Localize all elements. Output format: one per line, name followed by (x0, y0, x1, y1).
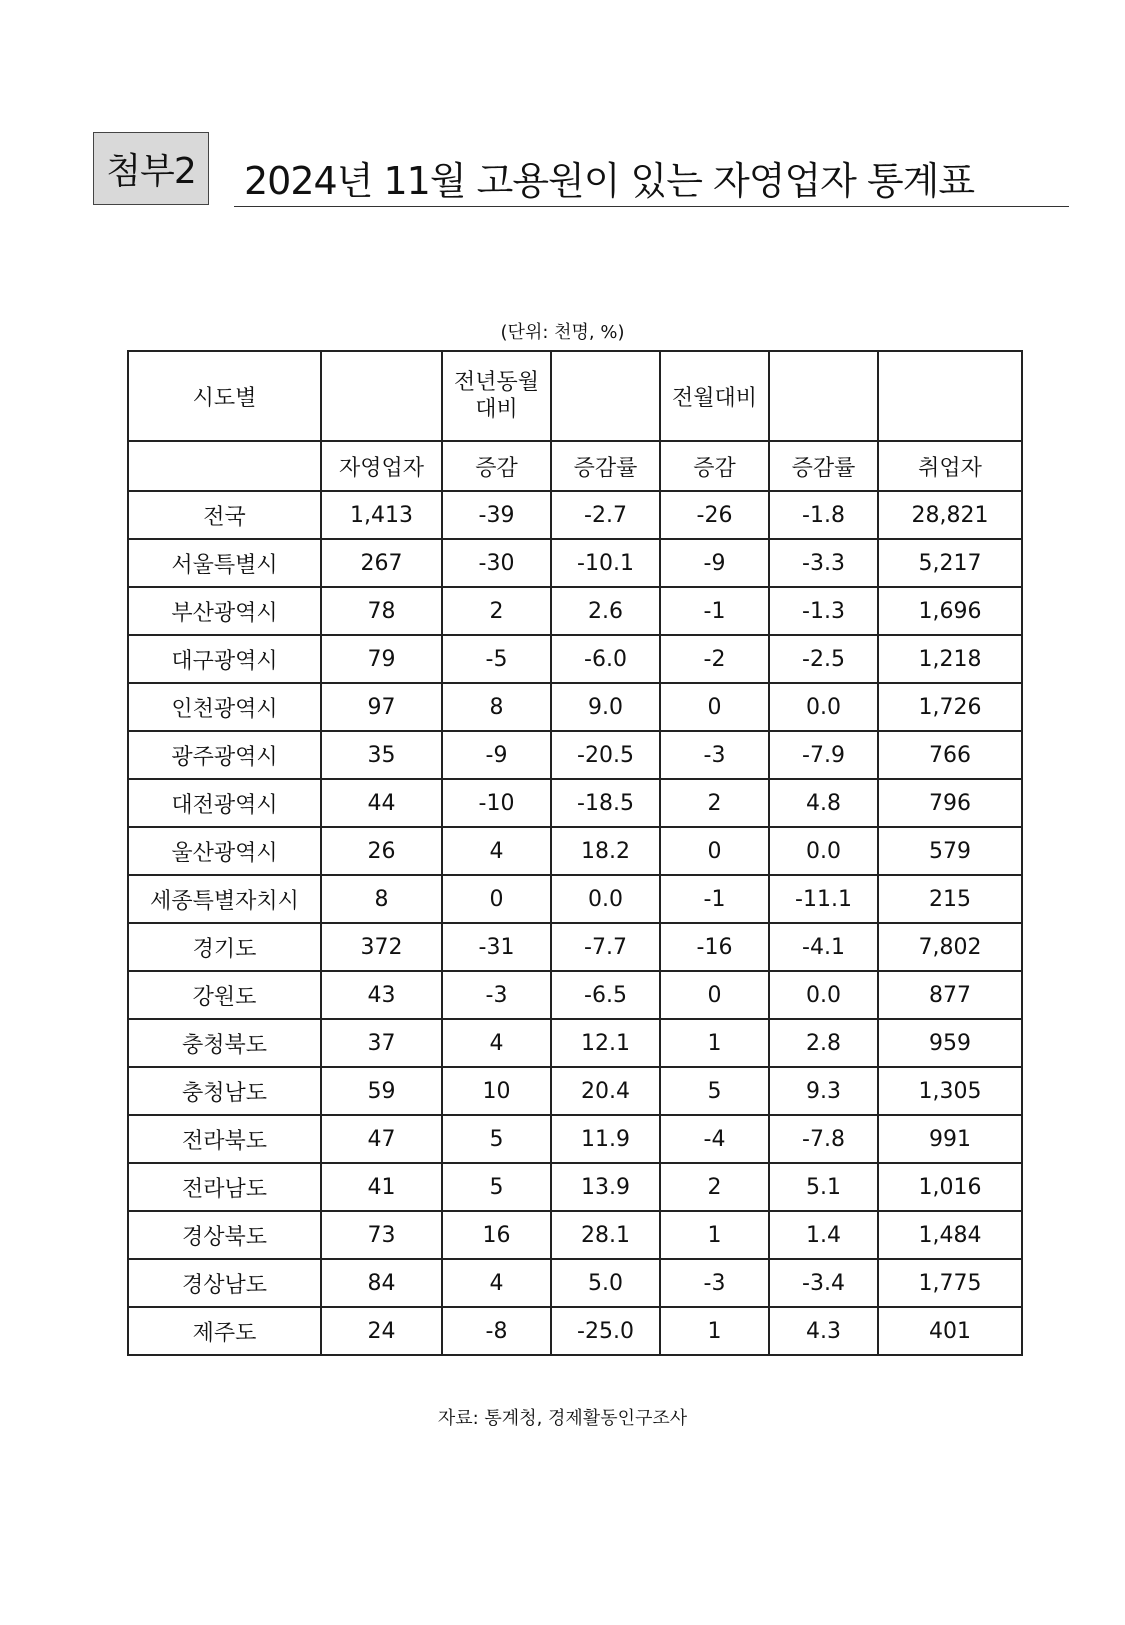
cell-region: 인천광역시 (128, 683, 321, 731)
cell-self-employed: 1,413 (321, 491, 442, 539)
cell-employed: 5,217 (878, 539, 1022, 587)
cell-mom-change: 2 (660, 1163, 769, 1211)
cell-yoy-rate: -2.7 (551, 491, 660, 539)
cell-employed: 1,726 (878, 683, 1022, 731)
cell-mom-rate: -3.3 (769, 539, 878, 587)
cell-yoy-rate: 12.1 (551, 1019, 660, 1067)
cell-mom-rate: 0.0 (769, 827, 878, 875)
header-empty (551, 351, 660, 441)
table-row (128, 491, 1022, 539)
cell-mom-rate: -7.8 (769, 1115, 878, 1163)
cell-mom-rate: 1.4 (769, 1211, 878, 1259)
cell-region: 광주광역시 (128, 731, 321, 779)
cell-employed: 1,696 (878, 587, 1022, 635)
cell-region: 충청북도 (128, 1019, 321, 1067)
cell-region: 전국 (128, 491, 321, 539)
cell-yoy-rate: 0.0 (551, 875, 660, 923)
title-underline (234, 206, 1069, 207)
cell-self-employed: 73 (321, 1211, 442, 1259)
cell-yoy-change: 5 (442, 1163, 551, 1211)
cell-yoy-rate: -6.0 (551, 635, 660, 683)
table-row (128, 1259, 1022, 1307)
cell-employed: 579 (878, 827, 1022, 875)
header-empty (321, 351, 442, 441)
cell-employed: 1,218 (878, 635, 1022, 683)
cell-region: 울산광역시 (128, 827, 321, 875)
table-row (128, 875, 1022, 923)
cell-mom-change: -26 (660, 491, 769, 539)
header-mom-change: 증감 (660, 441, 769, 491)
cell-region: 충청남도 (128, 1067, 321, 1115)
cell-mom-rate: 9.3 (769, 1067, 878, 1115)
cell-self-employed: 267 (321, 539, 442, 587)
cell-yoy-rate: -10.1 (551, 539, 660, 587)
cell-yoy-change: 2 (442, 587, 551, 635)
cell-mom-change: 1 (660, 1307, 769, 1355)
cell-mom-rate: 2.8 (769, 1019, 878, 1067)
header-employed: 취업자 (878, 441, 1022, 491)
cell-self-employed: 24 (321, 1307, 442, 1355)
cell-mom-rate: -2.5 (769, 635, 878, 683)
table-row (128, 923, 1022, 971)
cell-mom-change: -3 (660, 1259, 769, 1307)
cell-mom-change: -1 (660, 587, 769, 635)
table-row (128, 683, 1022, 731)
cell-yoy-rate: 18.2 (551, 827, 660, 875)
table-row (128, 731, 1022, 779)
cell-yoy-change: 10 (442, 1067, 551, 1115)
cell-mom-rate: -4.1 (769, 923, 878, 971)
cell-self-employed: 44 (321, 779, 442, 827)
cell-yoy-rate: -20.5 (551, 731, 660, 779)
cell-mom-rate: -1.8 (769, 491, 878, 539)
cell-mom-change: 5 (660, 1067, 769, 1115)
cell-self-employed: 41 (321, 1163, 442, 1211)
cell-yoy-rate: 11.9 (551, 1115, 660, 1163)
cell-mom-rate: 5.1 (769, 1163, 878, 1211)
cell-mom-change: 1 (660, 1019, 769, 1067)
header-empty (769, 351, 878, 441)
header-empty (128, 441, 321, 491)
cell-yoy-rate: 20.4 (551, 1067, 660, 1115)
cell-mom-change: -4 (660, 1115, 769, 1163)
cell-yoy-change: 4 (442, 1019, 551, 1067)
table-row (128, 635, 1022, 683)
cell-region: 제주도 (128, 1307, 321, 1355)
cell-employed: 1,484 (878, 1211, 1022, 1259)
cell-yoy-change: 4 (442, 827, 551, 875)
cell-yoy-rate: 13.9 (551, 1163, 660, 1211)
cell-mom-change: -3 (660, 731, 769, 779)
cell-region: 전라남도 (128, 1163, 321, 1211)
source-note: 자료: 통계청, 경제활동인구조사 (437, 1408, 688, 1429)
cell-region: 전라북도 (128, 1115, 321, 1163)
cell-self-employed: 84 (321, 1259, 442, 1307)
cell-yoy-rate: 2.6 (551, 587, 660, 635)
cell-yoy-change: -8 (442, 1307, 551, 1355)
cell-region: 대구광역시 (128, 635, 321, 683)
cell-self-employed: 8 (321, 875, 442, 923)
cell-employed: 796 (878, 779, 1022, 827)
cell-employed: 991 (878, 1115, 1022, 1163)
cell-yoy-change: 5 (442, 1115, 551, 1163)
table-row (128, 1211, 1022, 1259)
cell-yoy-change: -5 (442, 635, 551, 683)
cell-region: 서울특별시 (128, 539, 321, 587)
cell-self-employed: 59 (321, 1067, 442, 1115)
cell-self-employed: 47 (321, 1115, 442, 1163)
cell-yoy-rate: -6.5 (551, 971, 660, 1019)
cell-mom-rate: -11.1 (769, 875, 878, 923)
cell-mom-change: -16 (660, 923, 769, 971)
cell-yoy-change: -10 (442, 779, 551, 827)
cell-mom-change: -9 (660, 539, 769, 587)
header-empty (878, 351, 1022, 441)
cell-mom-rate: 0.0 (769, 683, 878, 731)
cell-employed: 766 (878, 731, 1022, 779)
header-self-employed: 자영업자 (321, 441, 442, 491)
cell-yoy-change: -3 (442, 971, 551, 1019)
cell-mom-change: 2 (660, 779, 769, 827)
header-yoy-rate: 증감률 (551, 441, 660, 491)
cell-mom-rate: -7.9 (769, 731, 878, 779)
cell-mom-rate: -3.4 (769, 1259, 878, 1307)
cell-self-employed: 79 (321, 635, 442, 683)
cell-employed: 215 (878, 875, 1022, 923)
cell-yoy-change: 0 (442, 875, 551, 923)
table-row (128, 1163, 1022, 1211)
cell-yoy-rate: 5.0 (551, 1259, 660, 1307)
table-row (128, 971, 1022, 1019)
header-yoy-change: 증감 (442, 441, 551, 491)
table-row (128, 779, 1022, 827)
table-body (128, 351, 1022, 1355)
cell-mom-change: 0 (660, 683, 769, 731)
cell-yoy-rate: 9.0 (551, 683, 660, 731)
cell-mom-change: 0 (660, 971, 769, 1019)
table-row (128, 827, 1022, 875)
cell-employed: 1,305 (878, 1067, 1022, 1115)
cell-region: 경기도 (128, 923, 321, 971)
cell-self-employed: 372 (321, 923, 442, 971)
cell-yoy-rate: -7.7 (551, 923, 660, 971)
table-row (128, 539, 1022, 587)
table-row (128, 1067, 1022, 1115)
cell-yoy-change: -39 (442, 491, 551, 539)
cell-employed: 401 (878, 1307, 1022, 1355)
cell-employed: 28,821 (878, 491, 1022, 539)
header-yoy (442, 351, 551, 441)
table-row (128, 1019, 1022, 1067)
cell-employed: 1,016 (878, 1163, 1022, 1211)
cell-region: 강원도 (128, 971, 321, 1019)
cell-mom-rate: -1.3 (769, 587, 878, 635)
cell-self-employed: 97 (321, 683, 442, 731)
cell-region: 세종특별자치시 (128, 875, 321, 923)
header-region: 시도별 (128, 351, 321, 441)
cell-region: 경상북도 (128, 1211, 321, 1259)
table-row (128, 1115, 1022, 1163)
header-yoy-line1: 전년동월 (453, 370, 539, 395)
cell-mom-change: -2 (660, 635, 769, 683)
cell-self-employed: 35 (321, 731, 442, 779)
cell-mom-rate: 0.0 (769, 971, 878, 1019)
cell-self-employed: 43 (321, 971, 442, 1019)
cell-employed: 877 (878, 971, 1022, 1019)
statistics-table (127, 350, 1023, 1356)
cell-yoy-change: -31 (442, 923, 551, 971)
cell-yoy-rate: -25.0 (551, 1307, 660, 1355)
cell-mom-rate: 4.3 (769, 1307, 878, 1355)
cell-self-employed: 37 (321, 1019, 442, 1067)
cell-yoy-change: 8 (442, 683, 551, 731)
unit-note: (단위: 천명, %) (500, 322, 625, 343)
cell-mom-change: 1 (660, 1211, 769, 1259)
header-row-1 (128, 351, 1022, 441)
table-row (128, 1307, 1022, 1355)
cell-employed: 7,802 (878, 923, 1022, 971)
cell-yoy-rate: 28.1 (551, 1211, 660, 1259)
cell-yoy-change: -9 (442, 731, 551, 779)
cell-mom-rate: 4.8 (769, 779, 878, 827)
cell-employed: 1,775 (878, 1259, 1022, 1307)
cell-mom-change: -1 (660, 875, 769, 923)
header-row-2 (128, 441, 1022, 491)
cell-region: 경상남도 (128, 1259, 321, 1307)
page-title: 2024년 11월 고용원이 있는 자영업자 통계표 (244, 159, 975, 203)
header-mom-rate: 증감률 (769, 441, 878, 491)
cell-yoy-change: 16 (442, 1211, 551, 1259)
cell-employed: 959 (878, 1019, 1022, 1067)
header-yoy-line2: 대비 (475, 397, 518, 422)
table-row (128, 587, 1022, 635)
header-mom: 전월대비 (660, 351, 769, 441)
cell-yoy-rate: -18.5 (551, 779, 660, 827)
attachment-badge: 첨부2 (93, 132, 209, 205)
cell-mom-change: 0 (660, 827, 769, 875)
cell-self-employed: 78 (321, 587, 442, 635)
cell-region: 부산광역시 (128, 587, 321, 635)
cell-yoy-change: 4 (442, 1259, 551, 1307)
cell-region: 대전광역시 (128, 779, 321, 827)
cell-self-employed: 26 (321, 827, 442, 875)
cell-yoy-change: -30 (442, 539, 551, 587)
